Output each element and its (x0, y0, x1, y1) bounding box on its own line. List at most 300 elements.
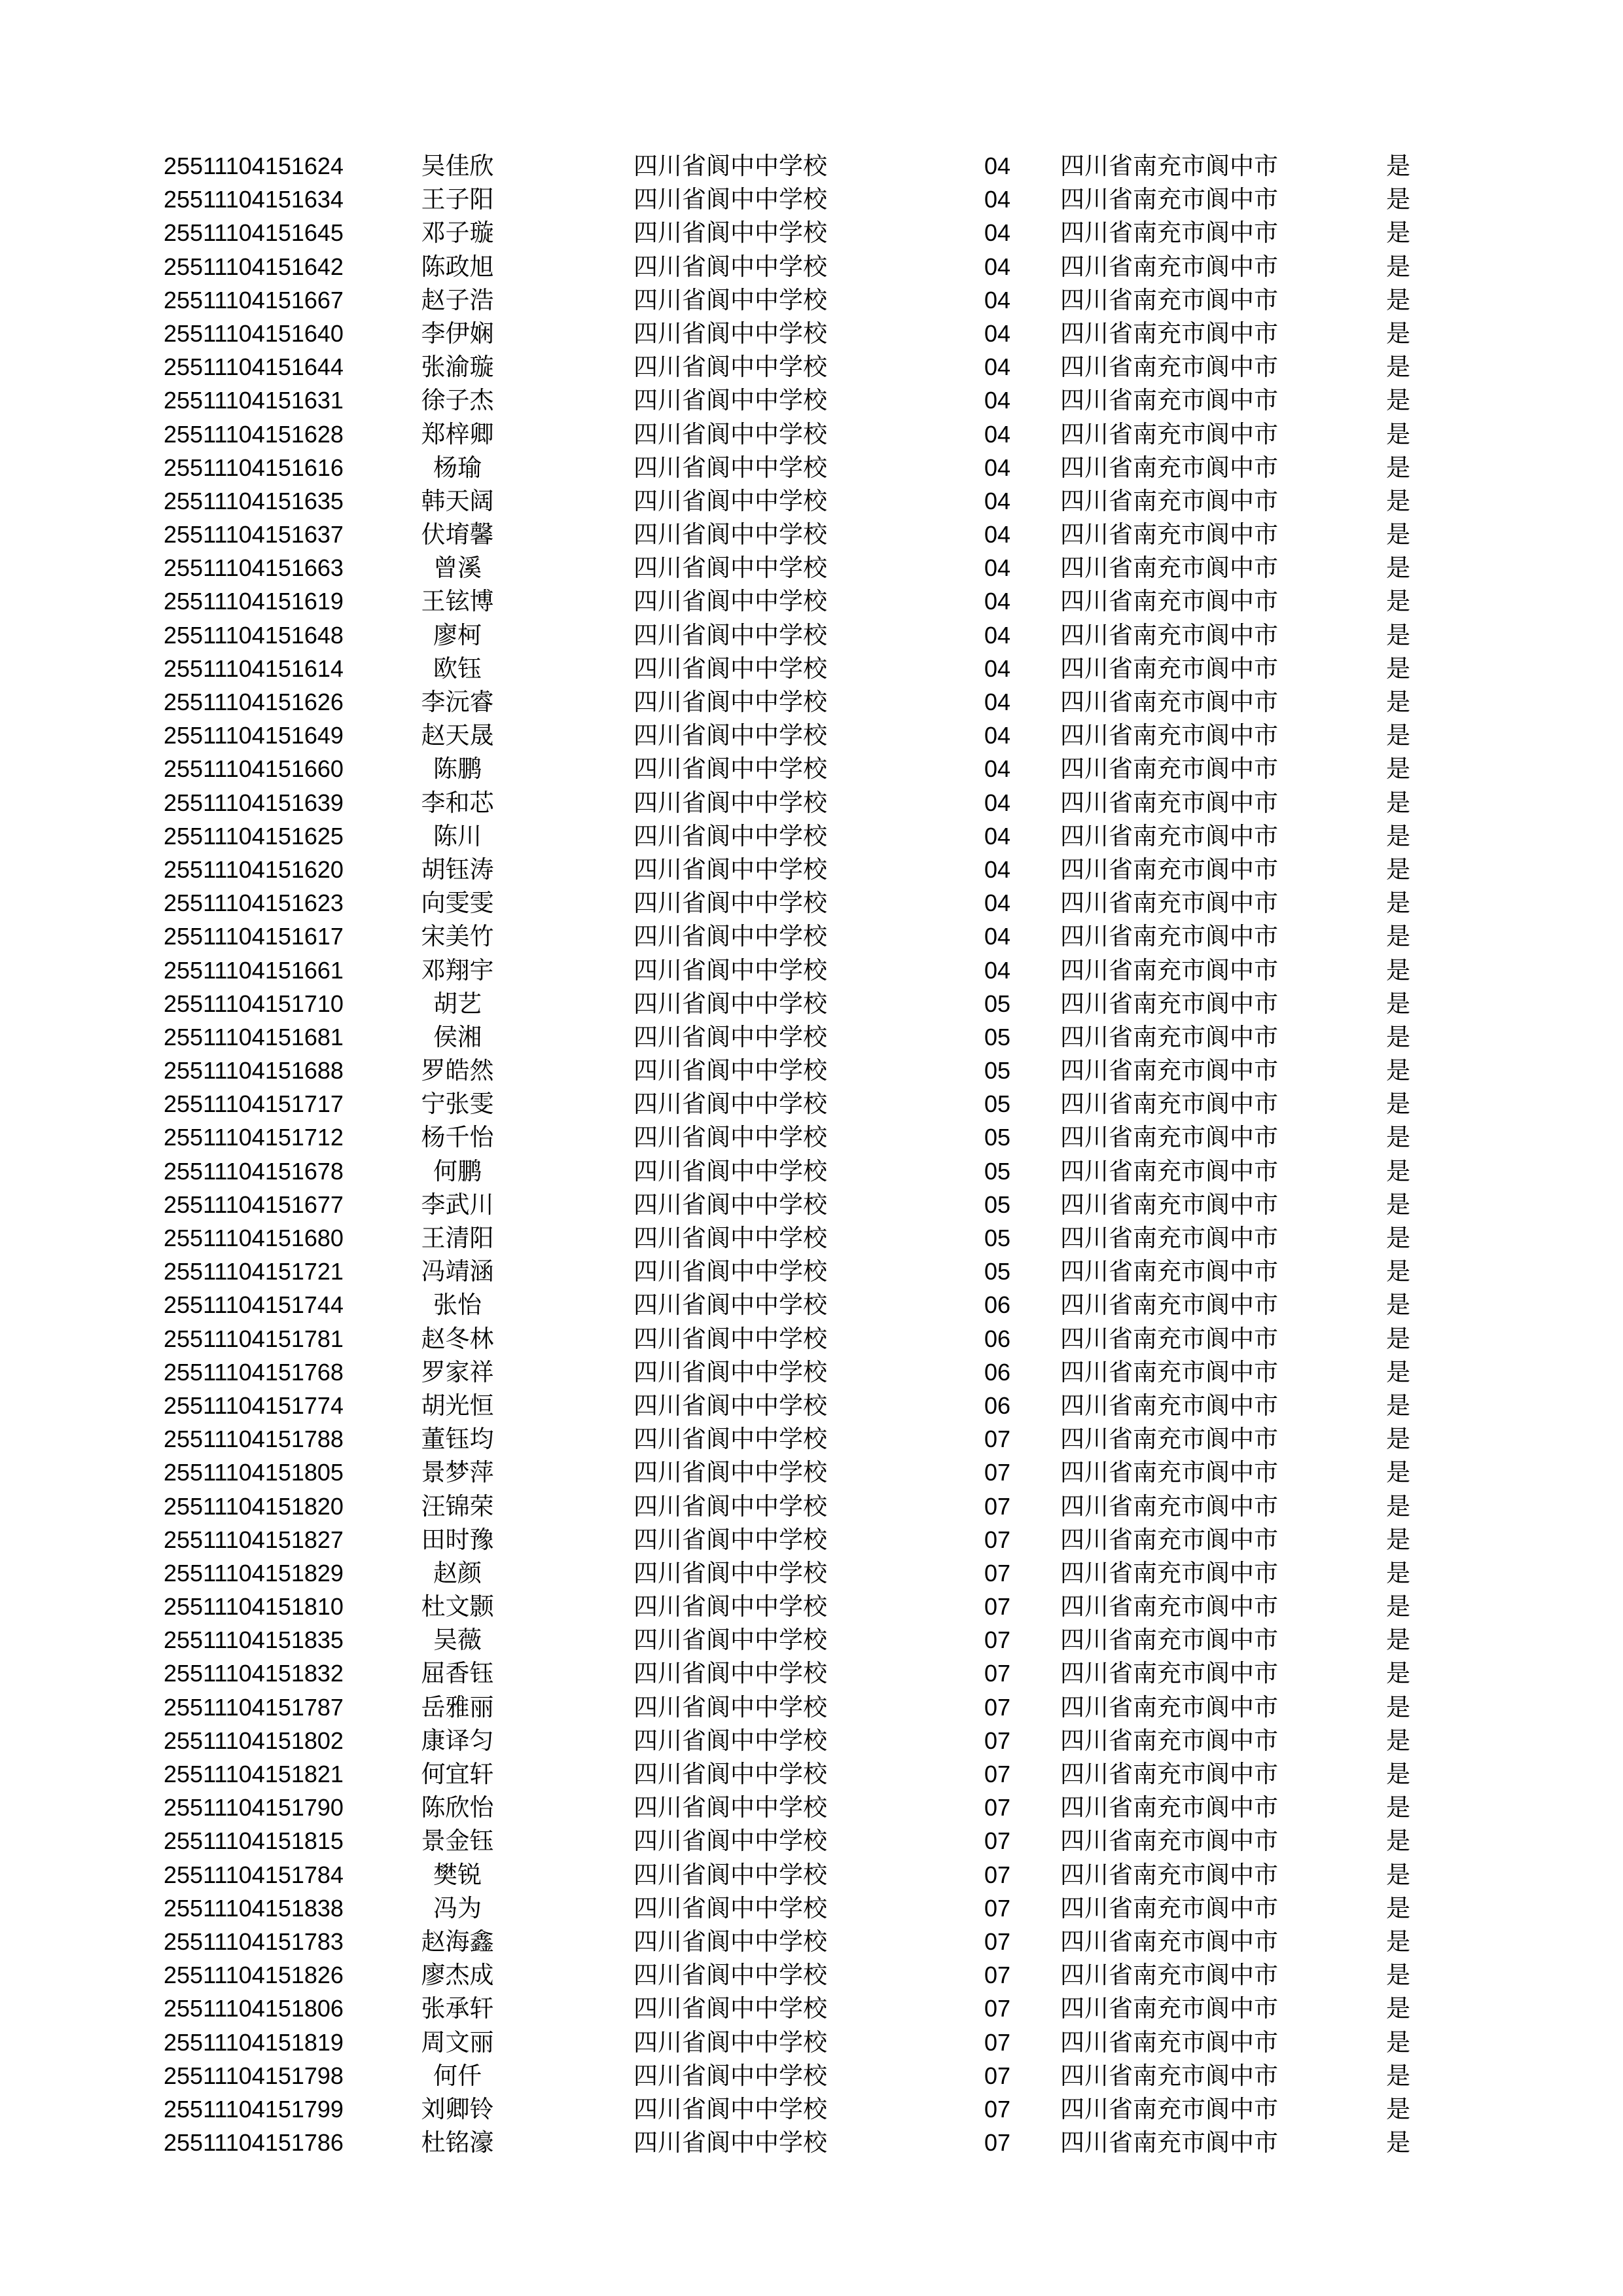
region-cell: 四川省南充市阆中市 (1060, 1458, 1278, 1487)
class-code-cell: 07 (984, 1861, 1011, 1888)
candidate-id-cell: 25511104151680 (164, 1225, 344, 1251)
region-cell: 四川省南充市阆中市 (1060, 855, 1278, 884)
class-code-cell: 06 (984, 1391, 1011, 1419)
school-name-cell: 四川省阆中中学校 (633, 821, 827, 850)
student-name-cell: 王子阳 (421, 185, 494, 214)
status-flag-cell: 是 (1386, 152, 1410, 180)
candidate-id-cell: 25511104151821 (164, 1761, 344, 1787)
region-cell: 四川省南充市阆中市 (1060, 1090, 1278, 1119)
student-name-cell: 徐子杰 (421, 386, 494, 415)
table-row (0, 418, 1623, 451)
class-code-cell: 04 (984, 420, 1011, 448)
student-name-cell: 杨瑜 (433, 453, 482, 482)
region-cell: 四川省南充市阆中市 (1060, 386, 1278, 415)
class-code-cell: 05 (984, 1191, 1011, 1218)
region-cell: 四川省南充市阆中市 (1060, 1425, 1278, 1454)
status-flag-cell: 是 (1386, 285, 1410, 314)
school-name-cell: 四川省阆中中学校 (633, 1190, 827, 1219)
region-cell: 四川省南充市阆中市 (1060, 353, 1278, 382)
status-flag-cell: 是 (1386, 554, 1410, 583)
candidate-id-cell: 25511104151626 (164, 689, 344, 715)
table-row (0, 1121, 1623, 1154)
class-code-cell: 04 (984, 487, 1011, 514)
status-flag-cell: 是 (1386, 1123, 1410, 1152)
class-code-cell: 07 (984, 1526, 1011, 1553)
school-name-cell: 四川省阆中中学校 (633, 889, 827, 918)
status-flag-cell: 是 (1386, 1022, 1410, 1051)
status-flag-cell: 是 (1386, 420, 1410, 448)
candidate-id-cell: 25511104151637 (164, 521, 344, 548)
status-flag-cell: 是 (1386, 1860, 1410, 1889)
school-name-cell: 四川省阆中中学校 (633, 1291, 827, 1319)
table-row (0, 1523, 1623, 1556)
student-name-cell: 吴佳欣 (421, 152, 494, 180)
school-name-cell: 四川省阆中中学校 (633, 1492, 827, 1520)
class-code-cell: 07 (984, 1761, 1011, 1787)
student-name-cell: 李伊娴 (421, 319, 494, 348)
region-cell: 四川省南充市阆中市 (1060, 1056, 1278, 1085)
class-code-cell: 04 (984, 454, 1011, 481)
region-cell: 四川省南充市阆中市 (1060, 285, 1278, 314)
table-row (0, 384, 1623, 417)
student-name-cell: 宁张雯 (421, 1090, 494, 1119)
candidate-id-cell: 25511104151614 (164, 655, 344, 682)
class-code-cell: 07 (984, 1894, 1011, 1922)
class-code-cell: 04 (984, 353, 1011, 381)
student-name-cell: 王清阳 (421, 1224, 494, 1252)
school-name-cell: 四川省阆中中学校 (633, 1693, 827, 1721)
table-row (0, 1490, 1623, 1523)
table-row (0, 1355, 1623, 1389)
student-name-cell: 吴薇 (433, 1626, 482, 1655)
school-name-cell: 四川省阆中中学校 (633, 1760, 827, 1788)
student-name-cell: 赵天晟 (421, 721, 494, 750)
status-flag-cell: 是 (1386, 486, 1410, 515)
student-name-cell: 李和芯 (421, 788, 494, 817)
candidate-id-cell: 25511104151717 (164, 1090, 344, 1118)
region-cell: 四川省南充市阆中市 (1060, 1860, 1278, 1889)
candidate-id-cell: 25511104151631 (164, 387, 344, 414)
school-name-cell: 四川省阆中中学校 (633, 1157, 827, 1185)
table-row (0, 1992, 1623, 2025)
status-flag-cell: 是 (1386, 788, 1410, 817)
status-flag-cell: 是 (1386, 1893, 1410, 1922)
school-name-cell: 四川省阆中中学校 (633, 1726, 827, 1755)
student-name-cell: 董钰均 (421, 1425, 494, 1454)
student-name-cell: 郑梓卿 (421, 420, 494, 448)
school-name-cell: 四川省阆中中学校 (633, 1357, 827, 1386)
candidate-id-cell: 25511104151838 (164, 1894, 344, 1922)
candidate-id-cell: 25511104151799 (164, 2095, 344, 2123)
region-cell: 四川省南充市阆中市 (1060, 1994, 1278, 2023)
table-row (0, 183, 1623, 216)
status-flag-cell: 是 (1386, 1190, 1410, 1219)
table-row (0, 1188, 1623, 1221)
table-row (0, 685, 1623, 719)
class-code-cell: 05 (984, 1225, 1011, 1251)
school-name-cell: 四川省阆中中学校 (633, 1659, 827, 1688)
student-name-cell: 田时豫 (421, 1525, 494, 1554)
region-cell: 四川省南充市阆中市 (1060, 453, 1278, 482)
status-flag-cell: 是 (1386, 1157, 1410, 1185)
school-name-cell: 四川省阆中中学校 (633, 1090, 827, 1119)
school-name-cell: 四川省阆中中学校 (633, 1425, 827, 1454)
table-row (0, 752, 1623, 785)
school-name-cell: 四川省阆中中学校 (633, 1324, 827, 1353)
status-flag-cell: 是 (1386, 353, 1410, 382)
class-code-cell: 04 (984, 655, 1011, 682)
class-code-cell: 04 (984, 923, 1011, 950)
status-flag-cell: 是 (1386, 1659, 1410, 1688)
table-row (0, 1255, 1623, 1288)
region-cell: 四川省南充市阆中市 (1060, 1626, 1278, 1655)
candidate-id-cell: 25511104151645 (164, 219, 344, 247)
school-name-cell: 四川省阆中中学校 (633, 1961, 827, 1990)
table-row (0, 149, 1623, 183)
status-flag-cell: 是 (1386, 2094, 1410, 2123)
region-cell: 四川省南充市阆中市 (1060, 486, 1278, 515)
class-code-cell: 05 (984, 1157, 1011, 1185)
table-row (0, 1858, 1623, 1892)
region-cell: 四川省南充市阆中市 (1060, 252, 1278, 281)
school-name-cell: 四川省阆中中学校 (633, 353, 827, 382)
table-row (0, 1155, 1623, 1188)
school-name-cell: 四川省阆中中学校 (633, 386, 827, 415)
class-code-cell: 05 (984, 1258, 1011, 1285)
student-name-cell: 岳雅丽 (421, 1693, 494, 1721)
class-code-cell: 04 (984, 956, 1011, 984)
student-name-cell: 侯湘 (433, 1022, 482, 1051)
table-row (0, 451, 1623, 484)
class-code-cell: 07 (984, 1593, 1011, 1621)
class-code-cell: 05 (984, 1090, 1011, 1118)
class-code-cell: 04 (984, 722, 1011, 749)
student-name-cell: 张怡 (433, 1291, 482, 1319)
candidate-id-cell: 25511104151640 (164, 319, 344, 347)
table-row (0, 1456, 1623, 1489)
class-code-cell: 04 (984, 554, 1011, 582)
status-flag-cell: 是 (1386, 1056, 1410, 1085)
class-code-cell: 07 (984, 1962, 1011, 1989)
region-cell: 四川省南充市阆中市 (1060, 688, 1278, 716)
class-code-cell: 07 (984, 2062, 1011, 2089)
candidate-id-cell: 25511104151835 (164, 1626, 344, 1654)
table-row (0, 1791, 1623, 1824)
school-name-cell: 四川省阆中中学校 (633, 486, 827, 515)
table-row (0, 1087, 1623, 1121)
region-cell: 四川省南充市阆中市 (1060, 1123, 1278, 1152)
candidate-id-cell: 25511104151798 (164, 2062, 344, 2089)
region-cell: 四川省南充市阆中市 (1060, 185, 1278, 214)
school-name-cell: 四川省阆中中学校 (633, 2061, 827, 2090)
status-flag-cell: 是 (1386, 755, 1410, 783)
student-name-cell: 欧钰 (433, 654, 482, 683)
status-flag-cell: 是 (1386, 252, 1410, 281)
status-flag-cell: 是 (1386, 1994, 1410, 2023)
candidate-id-cell: 25511104151642 (164, 253, 344, 280)
region-cell: 四川省南充市阆中市 (1060, 1659, 1278, 1688)
candidate-id-cell: 25511104151784 (164, 1861, 344, 1888)
candidate-id-cell: 25511104151661 (164, 956, 344, 984)
school-name-cell: 四川省阆中中学校 (633, 1257, 827, 1286)
candidate-id-cell: 25511104151677 (164, 1191, 344, 1218)
region-cell: 四川省南充市阆中市 (1060, 1760, 1278, 1788)
candidate-id-cell: 25511104151826 (164, 1962, 344, 1989)
student-name-cell: 赵冬林 (421, 1324, 494, 1353)
status-flag-cell: 是 (1386, 654, 1410, 683)
class-code-cell: 04 (984, 621, 1011, 649)
student-name-cell: 屈香钰 (421, 1659, 494, 1688)
status-flag-cell: 是 (1386, 587, 1410, 616)
school-name-cell: 四川省阆中中学校 (633, 554, 827, 583)
school-name-cell: 四川省阆中中学校 (633, 1793, 827, 1822)
status-flag-cell: 是 (1386, 821, 1410, 850)
candidate-id-cell: 25511104151648 (164, 621, 344, 649)
school-name-cell: 四川省阆中中学校 (633, 755, 827, 783)
student-name-cell: 何宜轩 (421, 1760, 494, 1788)
table-row (0, 853, 1623, 886)
status-flag-cell: 是 (1386, 1961, 1410, 1990)
table-row (0, 2126, 1623, 2159)
school-name-cell: 四川省阆中中学校 (633, 152, 827, 180)
region-cell: 四川省南充市阆中市 (1060, 1558, 1278, 1587)
region-cell: 四川省南充市阆中市 (1060, 1224, 1278, 1252)
region-cell: 四川省南充市阆中市 (1060, 1492, 1278, 1520)
class-code-cell: 07 (984, 1727, 1011, 1754)
student-name-cell: 陈欣怡 (421, 1793, 494, 1822)
table-row (0, 1590, 1623, 1623)
candidate-id-cell: 25511104151721 (164, 1258, 344, 1285)
roster-table (0, 149, 1623, 2159)
status-flag-cell: 是 (1386, 1827, 1410, 1856)
region-cell: 四川省南充市阆中市 (1060, 1726, 1278, 1755)
status-flag-cell: 是 (1386, 1592, 1410, 1621)
class-code-cell: 04 (984, 319, 1011, 347)
candidate-id-cell: 25511104151635 (164, 487, 344, 514)
student-name-cell: 邓子璇 (421, 219, 494, 247)
table-row (0, 350, 1623, 384)
student-name-cell: 邓翔宇 (421, 956, 494, 984)
student-name-cell: 张承轩 (421, 1994, 494, 2023)
student-name-cell: 韩天阔 (421, 486, 494, 515)
status-flag-cell: 是 (1386, 721, 1410, 750)
candidate-id-cell: 25511104151820 (164, 1492, 344, 1520)
table-row (0, 2059, 1623, 2092)
school-name-cell: 四川省阆中中学校 (633, 1056, 827, 1085)
region-cell: 四川省南充市阆中市 (1060, 1357, 1278, 1386)
candidate-id-cell: 25511104151786 (164, 2129, 344, 2157)
region-cell: 四川省南充市阆中市 (1060, 1257, 1278, 1286)
school-name-cell: 四川省阆中中学校 (633, 1893, 827, 1922)
candidate-id-cell: 25511104151805 (164, 1459, 344, 1486)
region-cell: 四川省南充市阆中市 (1060, 2094, 1278, 2123)
candidate-id-cell: 25511104151678 (164, 1157, 344, 1185)
candidate-id-cell: 25511104151663 (164, 554, 344, 582)
region-cell: 四川省南充市阆中市 (1060, 922, 1278, 951)
school-name-cell: 四川省阆中中学校 (633, 1458, 827, 1487)
student-name-cell: 景金钰 (421, 1827, 494, 1856)
class-code-cell: 04 (984, 186, 1011, 213)
status-flag-cell: 是 (1386, 1425, 1410, 1454)
region-cell: 四川省南充市阆中市 (1060, 1324, 1278, 1353)
school-name-cell: 四川省阆中中学校 (633, 855, 827, 884)
region-cell: 四川省南充市阆中市 (1060, 1291, 1278, 1319)
school-name-cell: 四川省阆中中学校 (633, 1927, 827, 1956)
status-flag-cell: 是 (1386, 2128, 1410, 2157)
table-row (0, 886, 1623, 920)
status-flag-cell: 是 (1386, 889, 1410, 918)
candidate-id-cell: 25511104151624 (164, 152, 344, 179)
student-name-cell: 王铉博 (421, 587, 494, 616)
status-flag-cell: 是 (1386, 1257, 1410, 1286)
candidate-id-cell: 25511104151625 (164, 822, 344, 850)
status-flag-cell: 是 (1386, 219, 1410, 247)
region-cell: 四川省南充市阆中市 (1060, 219, 1278, 247)
student-name-cell: 杜文颢 (421, 1592, 494, 1621)
student-name-cell: 李武川 (421, 1190, 494, 1219)
class-code-cell: 06 (984, 1325, 1011, 1352)
region-cell: 四川省南充市阆中市 (1060, 889, 1278, 918)
table-row (0, 1322, 1623, 1355)
status-flag-cell: 是 (1386, 620, 1410, 649)
status-flag-cell: 是 (1386, 520, 1410, 549)
table-row (0, 216, 1623, 249)
candidate-id-cell: 25511104151712 (164, 1124, 344, 1151)
status-flag-cell: 是 (1386, 1224, 1410, 1252)
school-name-cell: 四川省阆中中学校 (633, 788, 827, 817)
region-cell: 四川省南充市阆中市 (1060, 1693, 1278, 1721)
table-row (0, 619, 1623, 652)
student-name-cell: 胡钰涛 (421, 855, 494, 884)
school-name-cell: 四川省阆中中学校 (633, 956, 827, 984)
table-row (0, 954, 1623, 987)
school-name-cell: 四川省阆中中学校 (633, 1592, 827, 1621)
school-name-cell: 四川省阆中中学校 (633, 1525, 827, 1554)
region-cell: 四川省南充市阆中市 (1060, 755, 1278, 783)
status-flag-cell: 是 (1386, 2028, 1410, 2056)
school-name-cell: 四川省阆中中学校 (633, 1626, 827, 1655)
table-row (0, 1389, 1623, 1422)
table-row (0, 317, 1623, 350)
table-row (0, 1724, 1623, 1757)
candidate-id-cell: 25511104151688 (164, 1057, 344, 1085)
class-code-cell: 04 (984, 152, 1011, 179)
region-cell: 四川省南充市阆中市 (1060, 1190, 1278, 1219)
status-flag-cell: 是 (1386, 1391, 1410, 1420)
class-code-cell: 04 (984, 889, 1011, 917)
candidate-id-cell: 25511104151644 (164, 353, 344, 381)
class-code-cell: 06 (984, 1291, 1011, 1319)
region-cell: 四川省南充市阆中市 (1060, 1961, 1278, 1990)
region-cell: 四川省南充市阆中市 (1060, 956, 1278, 984)
table-row (0, 283, 1623, 317)
candidate-id-cell: 25511104151827 (164, 1526, 344, 1553)
candidate-id-cell: 25511104151815 (164, 1827, 344, 1855)
student-name-cell: 陈鹏 (433, 755, 482, 783)
status-flag-cell: 是 (1386, 1558, 1410, 1587)
region-cell: 四川省南充市阆中市 (1060, 319, 1278, 348)
table-row (0, 1757, 1623, 1791)
class-code-cell: 07 (984, 1693, 1011, 1721)
candidate-id-cell: 25511104151806 (164, 1995, 344, 2022)
student-name-cell: 伏堉馨 (421, 520, 494, 549)
status-flag-cell: 是 (1386, 1793, 1410, 1822)
school-name-cell: 四川省阆中中学校 (633, 185, 827, 214)
status-flag-cell: 是 (1386, 453, 1410, 482)
student-name-cell: 罗家祥 (421, 1357, 494, 1386)
candidate-id-cell: 25511104151616 (164, 454, 344, 481)
candidate-id-cell: 25511104151774 (164, 1391, 344, 1419)
region-cell: 四川省南充市阆中市 (1060, 1827, 1278, 1856)
school-name-cell: 四川省阆中中学校 (633, 319, 827, 348)
table-row (0, 518, 1623, 551)
candidate-id-cell: 25511104151639 (164, 789, 344, 816)
status-flag-cell: 是 (1386, 1324, 1410, 1353)
status-flag-cell: 是 (1386, 1090, 1410, 1119)
class-code-cell: 05 (984, 1023, 1011, 1050)
region-cell: 四川省南充市阆中市 (1060, 420, 1278, 448)
student-name-cell: 赵子浩 (421, 285, 494, 314)
table-row (0, 1657, 1623, 1690)
region-cell: 四川省南充市阆中市 (1060, 1525, 1278, 1554)
table-row (0, 2026, 1623, 2059)
class-code-cell: 07 (984, 1492, 1011, 1520)
status-flag-cell: 是 (1386, 185, 1410, 214)
student-name-cell: 汪锦荣 (421, 1492, 494, 1520)
school-name-cell: 四川省阆中中学校 (633, 587, 827, 616)
class-code-cell: 04 (984, 855, 1011, 883)
candidate-id-cell: 25511104151744 (164, 1291, 344, 1319)
table-row (0, 484, 1623, 518)
table-row (0, 1691, 1623, 1724)
candidate-id-cell: 25511104151783 (164, 1928, 344, 1955)
status-flag-cell: 是 (1386, 386, 1410, 415)
table-row (0, 1892, 1623, 1925)
candidate-id-cell: 25511104151634 (164, 186, 344, 213)
region-cell: 四川省南充市阆中市 (1060, 520, 1278, 549)
region-cell: 四川省南充市阆中市 (1060, 721, 1278, 750)
status-flag-cell: 是 (1386, 1357, 1410, 1386)
school-name-cell: 四川省阆中中学校 (633, 654, 827, 683)
class-code-cell: 04 (984, 219, 1011, 247)
region-cell: 四川省南充市阆中市 (1060, 788, 1278, 817)
class-code-cell: 04 (984, 822, 1011, 850)
student-name-cell: 冯为 (433, 1893, 482, 1922)
table-row (0, 1824, 1623, 1857)
student-name-cell: 陈政旭 (421, 252, 494, 281)
status-flag-cell: 是 (1386, 1693, 1410, 1721)
status-flag-cell: 是 (1386, 989, 1410, 1018)
student-name-cell: 廖柯 (433, 620, 482, 649)
class-code-cell: 07 (984, 1660, 1011, 1687)
region-cell: 四川省南充市阆中市 (1060, 1893, 1278, 1922)
candidate-id-cell: 25511104151810 (164, 1593, 344, 1621)
status-flag-cell: 是 (1386, 1927, 1410, 1956)
candidate-id-cell: 25511104151829 (164, 1559, 344, 1587)
region-cell: 四川省南充市阆中市 (1060, 1022, 1278, 1051)
candidate-id-cell: 25511104151832 (164, 1660, 344, 1687)
region-cell: 四川省南充市阆中市 (1060, 1927, 1278, 1956)
candidate-id-cell: 25511104151802 (164, 1727, 344, 1754)
class-code-cell: 07 (984, 1626, 1011, 1654)
class-code-cell: 04 (984, 588, 1011, 615)
region-cell: 四川省南充市阆中市 (1060, 2061, 1278, 2090)
school-name-cell: 四川省阆中中学校 (633, 1558, 827, 1587)
status-flag-cell: 是 (1386, 855, 1410, 884)
table-row (0, 1020, 1623, 1054)
class-code-cell: 07 (984, 1827, 1011, 1855)
school-name-cell: 四川省阆中中学校 (633, 989, 827, 1018)
